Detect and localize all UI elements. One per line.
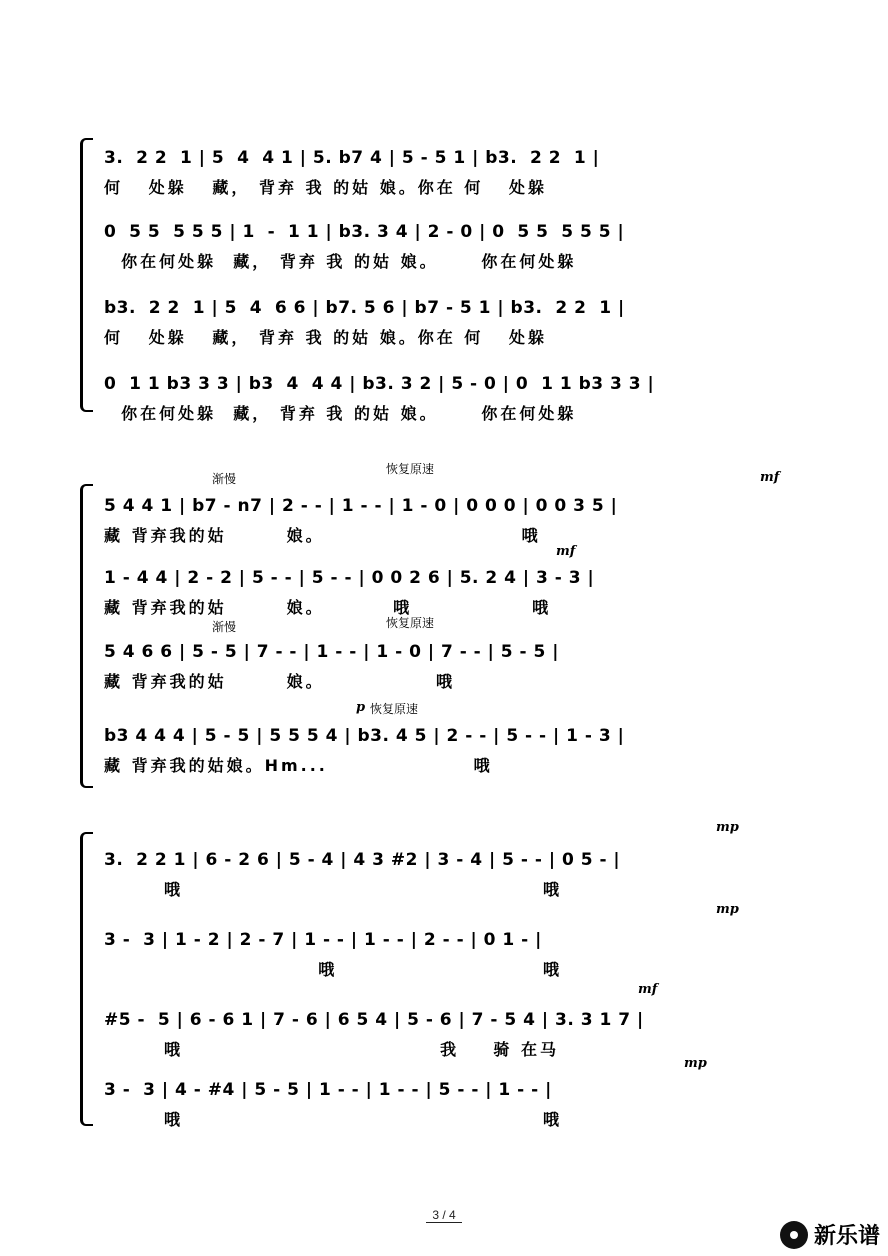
- dynamic-mark: mp: [684, 1056, 707, 1071]
- notation-line: b3. 2 2 1 | 5 4 6 6 | b7. 5 6 | b7 - 5 1 | b3. 2 2 1 |: [104, 298, 625, 318]
- notation-line: 0 1 1 b3 3 3 | b3 4 4 4 | b3. 3 2 | 5 - 0 | 0 1 1 b3 3 3 |: [104, 374, 655, 394]
- dynamic-mark: mf: [638, 982, 658, 997]
- dynamic-mark: mf: [760, 470, 780, 485]
- lyrics-line: 藏 背弃我的姑 娘。 哦: [104, 672, 455, 691]
- lyrics-line: 何 处躲 藏， 背弃 我 的姑 娘。你在 何 处躲: [104, 178, 547, 197]
- lyrics-line: 藏 背弃我的姑 娘。 哦 哦: [104, 598, 552, 617]
- score-system-1: [80, 130, 810, 423]
- notation-line: 0 5 5 5 5 5 | 1 - 1 1 | b3. 3 4 | 2 - 0 | 0 5 5 5 5 5 |: [104, 222, 625, 242]
- score-system-2: [80, 462, 810, 790]
- lyrics-line: 你在何处躲 藏， 背弃 我 的姑 娘。 你在何处躲: [104, 404, 577, 423]
- tempo-mark-a-tempo: 恢复原速: [386, 462, 435, 476]
- brand-name: 新乐谱: [813, 1224, 880, 1249]
- notation-line: 3 - 3 | 4 - #4 | 5 - 5 | 1 - - | 1 - - | 5 - - | 1 - - |: [104, 1080, 552, 1100]
- lyrics-line: 哦 哦: [104, 1110, 562, 1129]
- system-brace: [80, 484, 93, 788]
- lyrics-line: 藏 背弃我的姑 娘。 哦: [104, 526, 541, 545]
- system-brace: [80, 138, 93, 412]
- lyrics-line: 哦 哦: [104, 880, 562, 899]
- lyrics-line: 藏 背弃我的姑娘。Hm... 哦: [104, 756, 493, 775]
- vinyl-record-icon: [780, 1221, 808, 1249]
- notation-line: b3 4 4 4 | 5 - 5 | 5 5 5 4 | b3. 4 5 | 2 - - | 5 - - | 1 - 3 |: [104, 726, 625, 746]
- dynamic-mark: mf: [556, 544, 576, 559]
- lyrics-line: 你在何处躲 藏， 背弃 我 的姑 娘。 你在何处躲: [104, 252, 577, 271]
- notation-line: 5 4 6 6 | 5 - 5 | 7 - - | 1 - - | 1 - 0 | 7 - - | 5 - 5 |: [104, 642, 559, 662]
- brand-logo: [780, 1219, 880, 1250]
- notation-line: 3. 2 2 1 | 5 4 4 1 | 5. b7 4 | 5 - 5 1 | b3. 2 2 1 |: [104, 148, 600, 168]
- tempo-mark-a-tempo: 恢复原速: [386, 616, 435, 630]
- page-number: 3 / 4: [0, 1208, 888, 1222]
- notation-line: 3 - 3 | 1 - 2 | 2 - 7 | 1 - - | 1 - - | 2 - - | 0 1 - |: [104, 930, 542, 950]
- dynamic-mark: p: [356, 700, 366, 715]
- tempo-mark-ritardando: 渐慢: [212, 620, 237, 634]
- notation-line: 5 4 4 1 | b7 - n7 | 2 - - | 1 - - | 1 - 0 | 0 0 0 | 0 0 3 5 |: [104, 496, 618, 516]
- score-system-3: [80, 820, 810, 1129]
- tempo-mark-ritardando: 渐慢: [212, 472, 237, 486]
- dynamic-mark: mp: [716, 902, 739, 917]
- notation-line: #5 - 5 | 6 - 6 1 | 7 - 6 | 6 5 4 | 5 - 6 | 7 - 5 4 | 3. 3 1 7 |: [104, 1010, 644, 1030]
- dynamic-mark: mp: [716, 820, 739, 835]
- lyrics-line: 哦 我 骑 在马: [104, 1040, 559, 1059]
- system-brace: [80, 832, 93, 1126]
- notation-line: 3. 2 2 1 | 6 - 2 6 | 5 - 4 | 4 3 #2 | 3 - 4 | 5 - - | 0 5 - |: [104, 850, 621, 870]
- notation-line: 1 - 4 4 | 2 - 2 | 5 - - | 5 - - | 0 0 2 6 | 5. 2 4 | 3 - 3 |: [104, 568, 595, 588]
- lyrics-line: 何 处躲 藏， 背弃 我 的姑 娘。你在 何 处躲: [104, 328, 547, 347]
- tempo-mark-a-tempo: 恢复原速: [370, 702, 419, 716]
- lyrics-line: 哦 哦: [104, 960, 562, 979]
